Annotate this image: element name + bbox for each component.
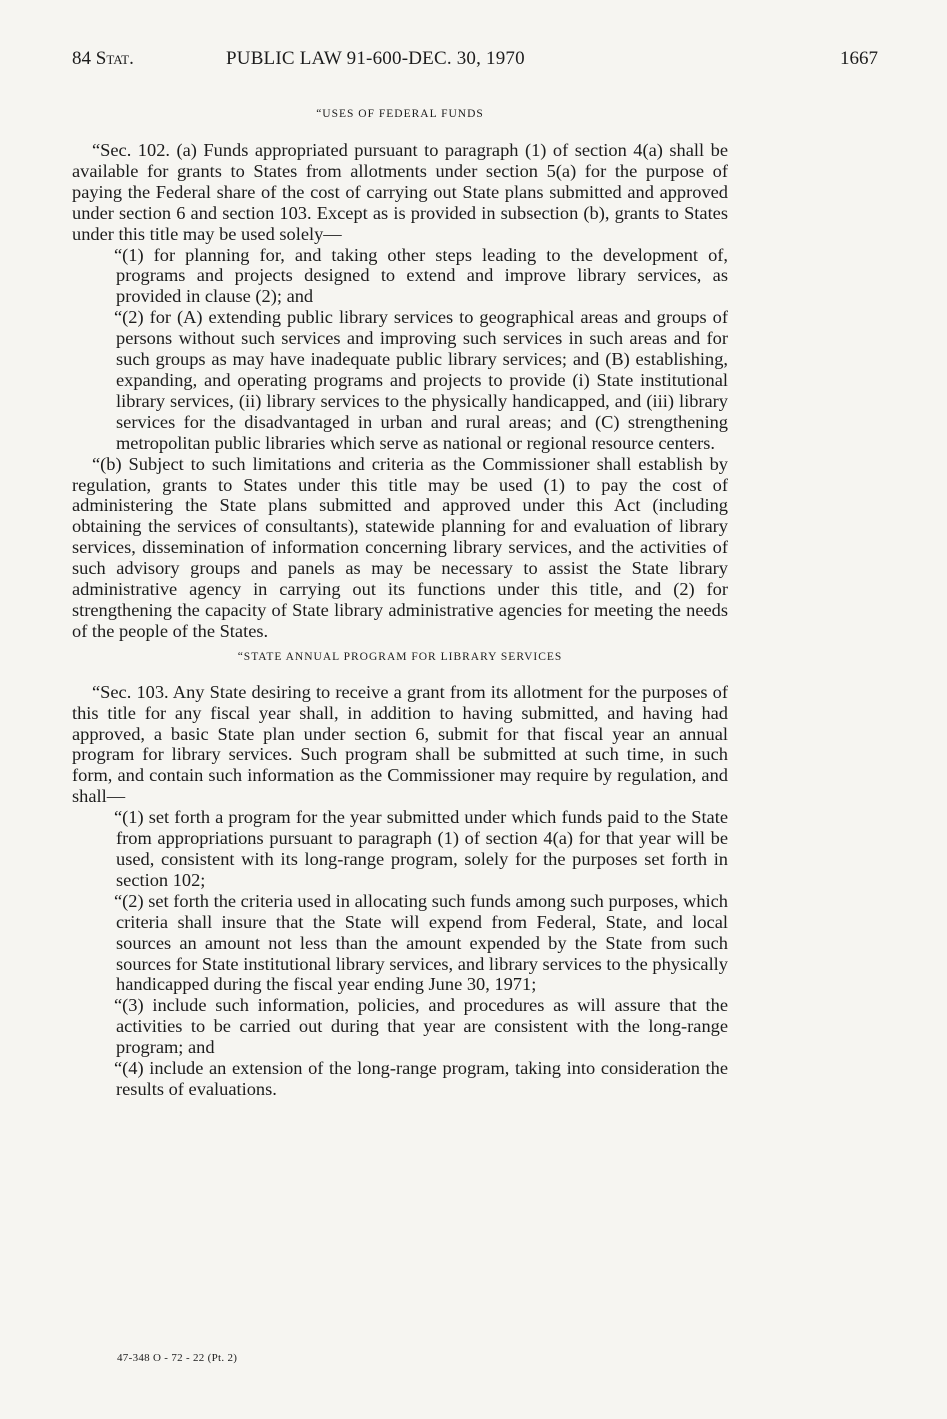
volume-citation: 84 Stat.	[72, 48, 134, 69]
page-body	[72, 104, 728, 1100]
page-number: 1667	[840, 48, 878, 69]
page-header	[72, 48, 878, 74]
section-102-clause-1: “(1) for planning for, and taking other steps leading to the development of, programs and projects designed to extend and improve library services, as provided in clause (2); and	[114, 244, 728, 307]
section-103-clause-2: “(2) set forth the criteria used in allocating such funds among such purposes, which criteria shall insure that the State will expend from Federal, State, and local sources an amount not less than the amount expended by the State from such sources for State institutional library services, and library services to the physically handicapped during the fiscal year ending June 30, 1971;	[114, 890, 728, 995]
section-102-subsection-a: “Sec. 102. (a) Funds appropriated pursuant to paragraph (1) of section 4(a) shall be available for grants to States from allotments under section 5(a) for the purpose of paying the Federal share of the cost of carrying out State plans submitted and approved under section 6 and section 103. Except as is provided in subsection (b), grants to States under this title may be used solely—	[72, 140, 728, 244]
section-103-clause-4: “(4) include an extension of the long-range program, taking into consideration the results of evaluations.	[114, 1058, 728, 1099]
section-103-clause-1: “(1) set forth a program for the year submitted under which funds paid to the State from appropriations pursuant to paragraph (1) of section 4(a) for that year will be used, consistent with its long-range program, solely for the purposes set forth in section 102;	[114, 807, 728, 890]
section-102-subsection-b: “(b) Subject to such limitations and criteria as the Commissioner shall establish by regulation, grants to States under this title may be used (1) to pay the cost of administering the State plans submitted and approved under this Act (including obtaining the services of consultants), statewide planning for and evaluation of library services, dissemination of information concerning library services, and the activities of such advisory groups and panels as may be necessary to assist the State library administrative agency in carrying out its functions under this title, and (2) for strengthening the capacity of State library administrative agencies for meeting the needs of the people of the States.	[72, 453, 728, 641]
section-102-clause-2: “(2) for (A) extending public library services to geographical areas and groups of persons without such services and improving such services in such areas and for such groups as may have inadequate public library services; and (B) establishing, expanding, and operating programs and projects to provide (i) State institutional library services, (ii) library services to the physically handicapped, and (iii) library services for the disadvantaged in urban and rural areas; and (C) strengthening metropolitan public libraries which serve as national or regional resource centers.	[114, 307, 728, 453]
section-102-heading: “USES OF FEDERAL FUNDS	[316, 108, 484, 120]
law-title: PUBLIC LAW 91-600-DEC. 30, 1970	[226, 48, 525, 69]
section-103-intro: “Sec. 103. Any State desiring to receive a grant from its allotment for the purposes of this title for any fiscal year shall, in addition to having submitted, and having had approved, a basic State plan under section 6, submit for that fiscal year an annual program for library services. Such program shall be submitted at such time, in such form, and contain such information as the Commissioner may require by regulation, and shall—	[72, 681, 728, 807]
print-code-footer: 47-348 O - 72 - 22 (Pt. 2)	[117, 1352, 238, 1364]
section-103-heading: “STATE ANNUAL PROGRAM FOR LIBRARY SERVICES	[237, 650, 563, 663]
section-103-clause-3: “(3) include such information, policies, and procedures as will assure that the activities to be carried out during that year are consistent with the long-range program; and	[114, 995, 728, 1058]
